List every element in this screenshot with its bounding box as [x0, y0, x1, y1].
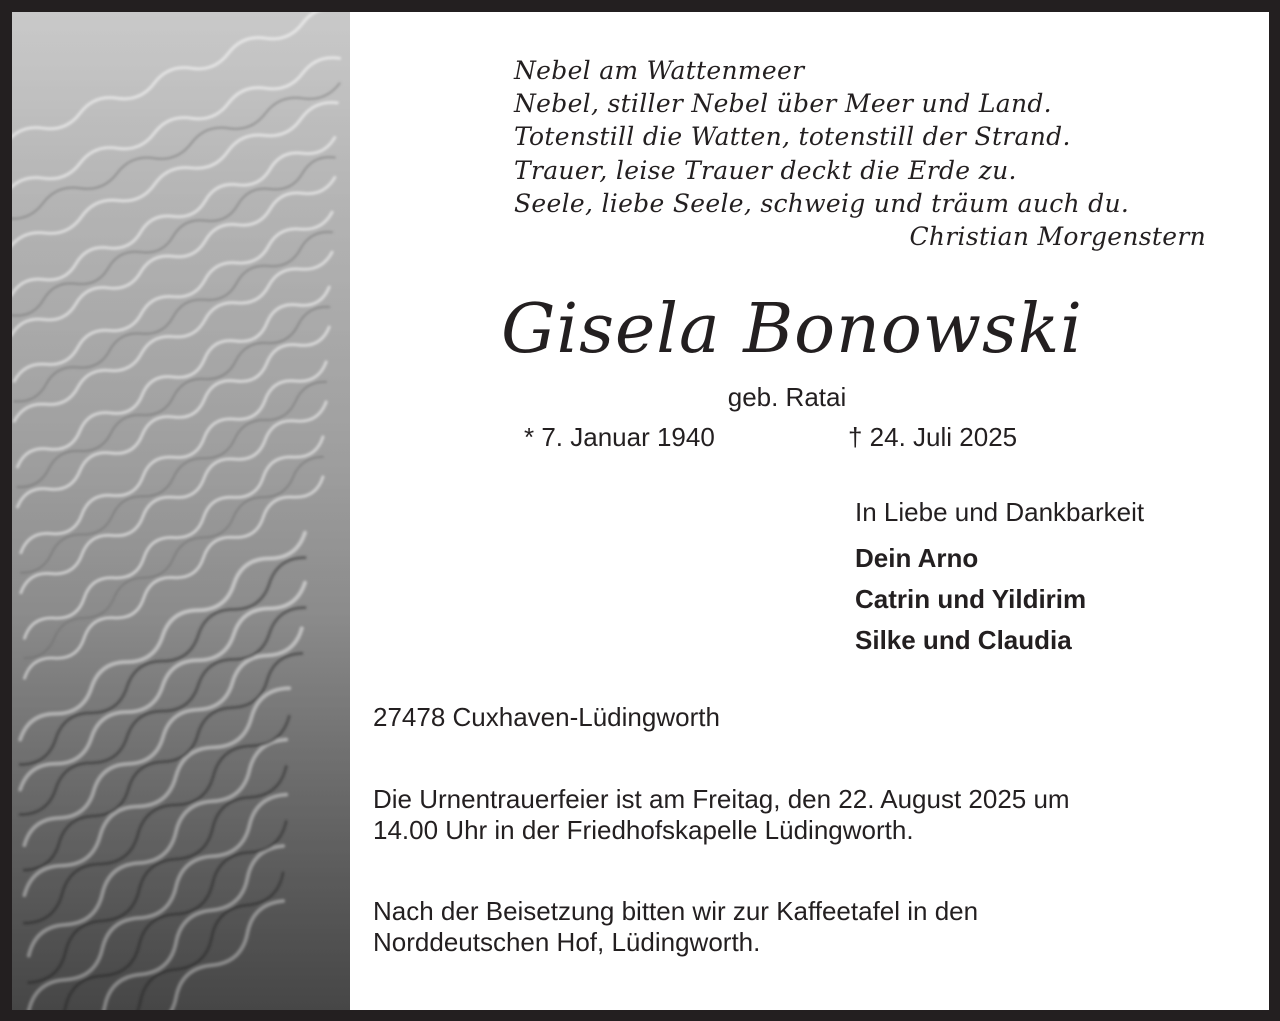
service-line: Die Urnentrauerfeier ist am Freitag, den 22. August 2025 um	[373, 784, 1070, 814]
poem-line: Seele, liebe Seele, schweig und träum auch du.	[514, 188, 1130, 218]
poem-author: Christian Morgenstern	[909, 222, 1206, 252]
reception-info	[373, 896, 1233, 958]
mourner-name: Silke und Claudia	[855, 625, 1072, 655]
address: 27478 Cuxhaven-Lüdingworth	[373, 702, 720, 732]
obituary-notice	[12, 12, 1269, 1010]
poem-line: Totenstill die Watten, totenstill der Strand.	[514, 122, 1071, 152]
death-date: † 24. Juli 2025	[848, 422, 1018, 452]
poem-line: Nebel, stiller Nebel über Meer und Land.	[514, 89, 1052, 119]
mourners-intro: In Liebe und Dankbarkeit	[855, 497, 1145, 527]
mourners	[855, 494, 1144, 661]
mourner-name: Dein Arno	[855, 543, 979, 573]
ripple-texture-icon	[12, 12, 350, 1010]
deceased-name: Gisela Bonowski	[501, 290, 1083, 369]
poem	[514, 54, 1206, 253]
birth-date: * 7. Januar 1940	[524, 422, 715, 452]
sand-ripples-image	[12, 12, 350, 1010]
reception-line: Norddeutschen Hof, Lüdingworth.	[373, 927, 761, 957]
poem-title: Nebel am Wattenmeer	[514, 56, 805, 85]
service-info	[373, 784, 1233, 846]
reception-line: Nach der Beisetzung bitten wir zur Kaffeetafel in den	[373, 896, 979, 926]
service-line: 14.00 Uhr in der Friedhofskapelle Lüdingworth.	[373, 815, 914, 845]
poem-line: Trauer, leise Trauer deckt die Erde zu.	[514, 155, 1017, 185]
maiden-name: geb. Ratai	[727, 382, 847, 412]
mourner-name: Catrin und Yildirim	[855, 584, 1087, 614]
